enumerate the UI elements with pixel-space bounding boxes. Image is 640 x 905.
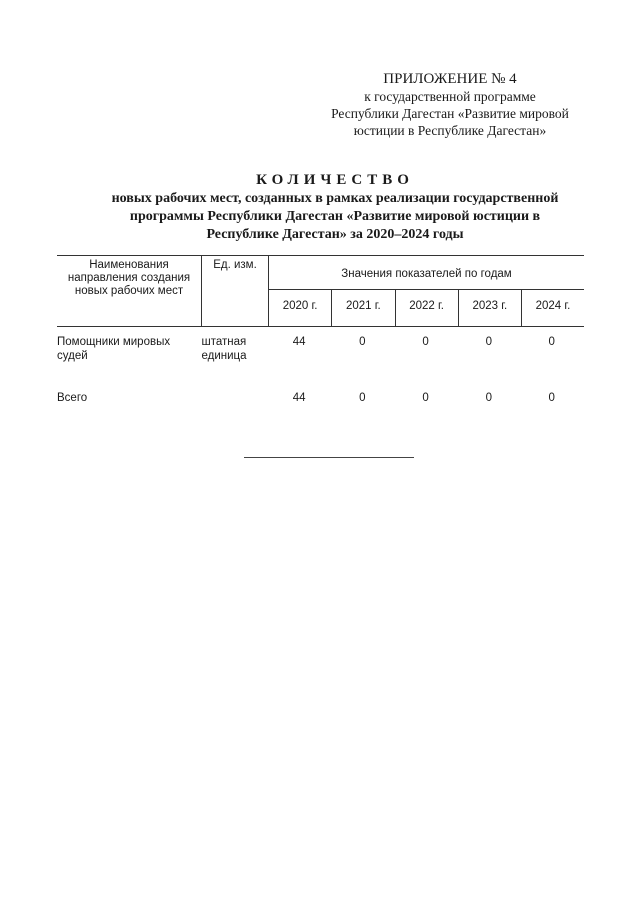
row-value: 44 [292,336,306,348]
row-value: 0 [359,392,366,404]
header-year: 2021 г. [332,290,395,327]
row-value: 0 [548,392,555,404]
row-value: 0 [359,336,366,348]
title-main: КОЛИЧЕСТВО [256,172,414,188]
header-year: 2024 г. [522,290,585,327]
header-name-column: Наименования направления создания новых рабочих мест [57,256,202,327]
row-value: 0 [548,336,555,348]
row-name: Помощники мировых судей [57,336,171,362]
appendix-line-1: к государственной программе [364,89,536,104]
row-unit: штатная единица [201,336,247,362]
row-name: Всего [57,392,88,404]
row-value: 44 [292,392,306,404]
appendix-line-2: Республики Дагестан «Развитие мировой [331,106,569,121]
title-line-2: программы Республики Дагестан «Развитие мировой юстиции в [129,209,541,224]
header-values-by-year: Значения показателей по годам [269,256,585,290]
appendix-heading: ПРИЛОЖЕНИЕ № 4 [383,71,517,87]
appendix-block [300,70,600,139]
table-row-total [57,363,584,405]
header-unit-column: Ед. изм. [202,256,269,327]
title-line-1: новых рабочих мест, созданных в рамках реализации государственной [111,191,559,206]
header-year: 2022 г. [395,290,458,327]
row-value: 0 [485,336,493,348]
row-unit [202,363,269,405]
table-row [57,327,584,364]
header-year: 2020 г. [269,290,332,327]
jobs-table [57,255,584,405]
title-line-3: Республике Дагестан» за 2020–2024 годы [206,227,464,242]
header-year: 2023 г. [458,290,521,327]
row-value: 0 [485,392,493,404]
appendix-line-3: юстиции в Республике Дагестан» [353,123,547,138]
row-value: 0 [422,336,429,348]
row-value: 0 [422,392,429,404]
document-title [50,170,620,244]
closing-divider [244,457,414,458]
